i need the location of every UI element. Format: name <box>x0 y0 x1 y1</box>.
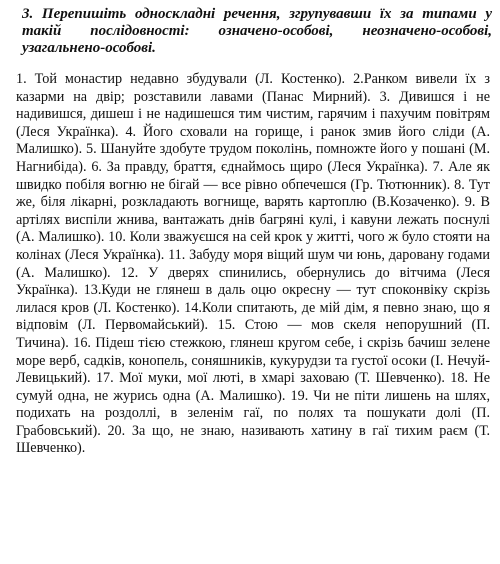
exercise-text: 1. Той монастир недавно збудували (Л. Костенко). 2.Ранком вивели їх з казарми на двір; розставили лавами (Панас Мирний). 3. Дивишся і не надивишся, дишеш і не надишешся тим чистим, гарячим і пахучим повітрям (Леся Українка). 4. Його сховали на горище, і ранок змив його сліди (А. Малишко). 5. Шануйте здобуте трудом поколінь, помножте його у пошані (М. Нагнибіда). 6. За правду, браття, єднаймось щиро (Леся Українка). 7. Але як швидко побіля вогню не бігай — все рівно обпечешся (Гр. Тютюнник). 8. Тут же, біля лікарні, розкладають вогнище, варять картоплю (В.Козаченко). 9. В артілях виспіли жнива, вантажать днів багряні кулі, і кавуни лежать поснулі (А. Малишко). 10. Коли зважуєшся на сей крок у житті, чого ж було стояти на колінах (Леся Українка). 11. Забуду моря віщий шум чи юнь, даровану годами (А. Малишко). 12. У дверях спинились, обернулись до вітчима (Леся Українка). 13.Куди не глянеш в даль оцю окресну — тут споконвіку скрізь лилася кров (Л. Костенко). 14.Коли спитають, де мій дім, я певно знаю, що я відповім (Л. Первомайський). 15. Стою — мов скеля непорушний (П. Тичина). 16. Підеш тією стежкою, глянеш кругом себе, і скрізь бачиш зелене море верб, садків, конопель, соняшників, кукурудзи та густої осоки (І. Нечуй-Левицький). 17. Мої муки, мої люті, в хмарі заховаю (Т. Шевченко). 18. Не сумуй одна, не журись одна (А. Малишко). 19. Чи не піти лишень на шлях, подихать на роздоллі, в зеленім гаї, по полях та пошукати долі (П. Грабовський). 20. За що, не знаю, називають хатину в гаї тихим раєм (Т. Шевченко). <box>16 71 490 457</box>
task-heading: 3. Перепишіть односкладні речення, згрупувавши їх за типами у такій послідовності: означено-особові, неозначено-особові, узагальнено-особові. <box>22 6 492 56</box>
